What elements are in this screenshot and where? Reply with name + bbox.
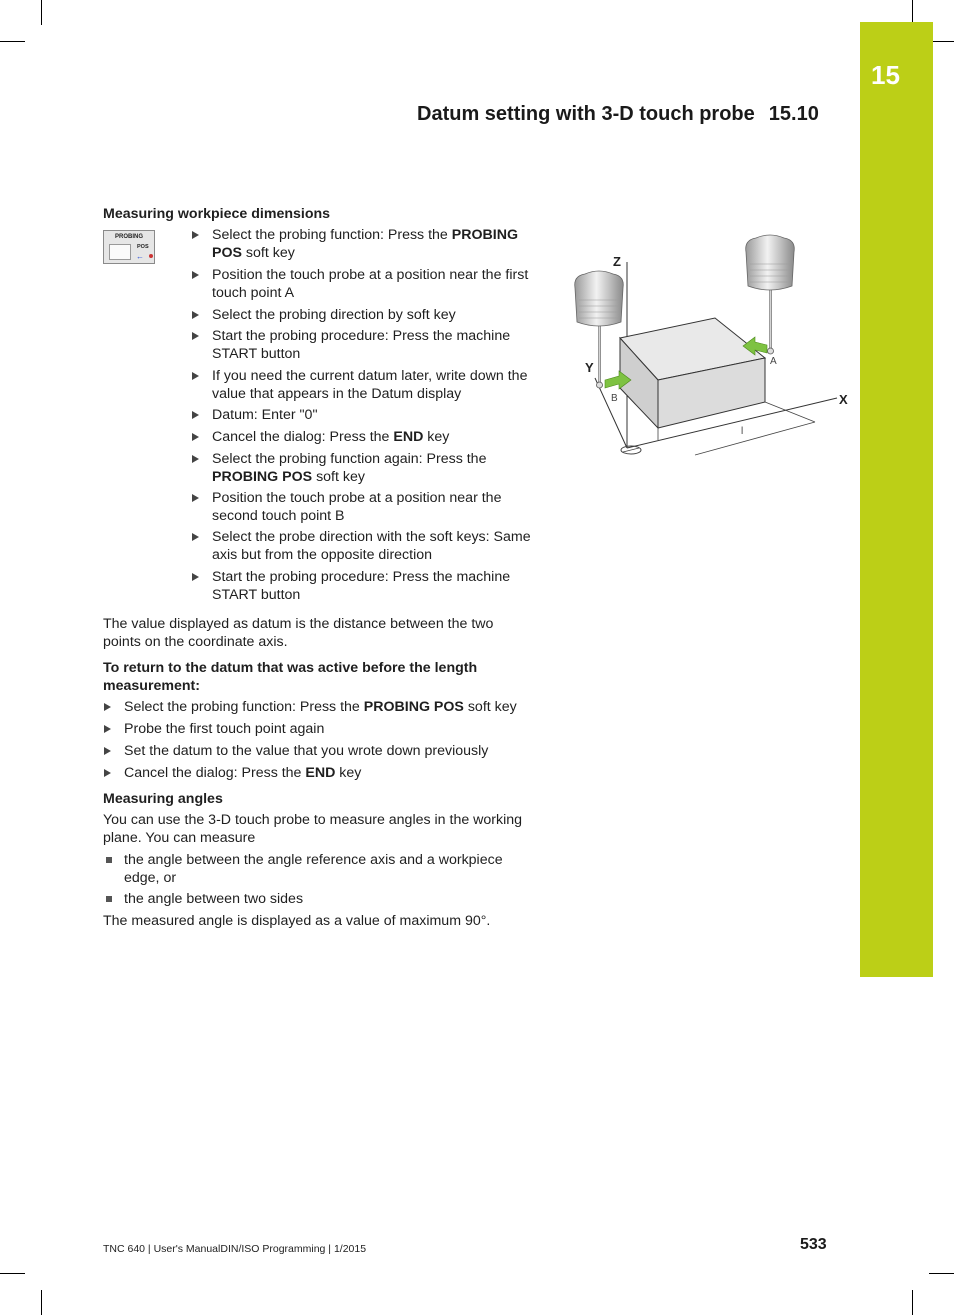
- step-text-part: Select the probing function: Press the: [212, 227, 452, 243]
- step-arrow-icon: [104, 703, 111, 711]
- crop-mark: [0, 41, 25, 42]
- section-heading-dimensions: Measuring workpiece dimensions: [103, 206, 331, 222]
- step-text-part: Cancel the dialog: Press the: [212, 429, 394, 445]
- crop-mark: [0, 1273, 25, 1274]
- axis-y-label: Y: [585, 360, 594, 375]
- step-text-part: Start the probing procedure: Press the machine START button: [212, 569, 511, 603]
- probe-dot-icon: [149, 254, 153, 258]
- dimension-line: [695, 422, 815, 455]
- step-text: [124, 699, 544, 717]
- point-a-label: A: [770, 356, 777, 367]
- step-arrow-icon: [104, 725, 111, 733]
- step-text-part: Select the probing function: Press the: [124, 699, 364, 715]
- page-number: 533: [800, 1236, 827, 1253]
- step-text: [212, 569, 542, 604]
- step-text: [212, 429, 542, 447]
- step-arrow-icon: [192, 231, 199, 239]
- key-name: END: [393, 429, 424, 445]
- crop-mark: [41, 0, 42, 25]
- bullet-icon: [106, 857, 112, 863]
- key-name: PROBING POS: [212, 227, 518, 261]
- header-title: Datum setting with 3-D touch probe: [417, 103, 755, 125]
- step-arrow-icon: [104, 747, 111, 755]
- step-text-part: Cancel the dialog: Press the: [124, 765, 306, 781]
- touch-probe-figure: [565, 230, 855, 470]
- probing-pos-softkey-icon: [103, 230, 155, 264]
- angles-outro: The measured angle is displayed as a value of maximum 90°.: [103, 913, 491, 929]
- probe-stylus: [769, 288, 772, 350]
- step-arrow-icon: [192, 573, 199, 581]
- step-arrow-icon: [192, 372, 199, 380]
- step-text: [212, 490, 542, 525]
- crop-mark: [41, 1290, 42, 1315]
- chapter-number: 15: [871, 60, 900, 90]
- step-text-part: Select the probe direction with the soft keys: Same axis but from the opposite direction: [212, 529, 531, 563]
- step-text: [212, 307, 542, 325]
- axis-z-label: Z: [613, 254, 621, 269]
- step-text-part: key: [335, 765, 362, 781]
- running-header: [417, 103, 819, 126]
- step-text: [124, 765, 544, 783]
- step-text: [212, 529, 542, 564]
- length-label: l: [741, 426, 744, 437]
- step-text: [212, 451, 542, 486]
- angles-intro: You can use the 3-D touch probe to measure angles in the working plane. You can measure: [103, 812, 523, 846]
- softkey-box: [109, 244, 131, 260]
- step-text-part: Position the touch probe at a position near the second touch point B: [212, 490, 502, 524]
- step-text-part: soft key: [241, 244, 295, 261]
- key-name: END: [305, 765, 336, 781]
- step-text-part: Select the probing direction by soft key: [212, 307, 456, 323]
- step-text-part: If you need the current datum later, write down the value that appears in the Datum display: [212, 368, 528, 402]
- softkey-sub: POS: [137, 244, 149, 250]
- crop-mark: [929, 1273, 954, 1274]
- step-arrow-icon: [192, 271, 199, 279]
- section-heading-angles: Measuring angles: [103, 791, 223, 807]
- crop-mark: [912, 1290, 913, 1315]
- probe-tip: [768, 348, 774, 354]
- angle-bullet: the angle between the angle reference axis and a workpiece edge, or: [124, 852, 503, 886]
- probe-stylus: [598, 322, 601, 384]
- key-name: PROBING POS: [212, 468, 313, 485]
- key-name: PROBING POS: [363, 699, 464, 715]
- step-text: [212, 267, 542, 302]
- datum-mark: [623, 448, 639, 452]
- step-text-part: Position the touch probe at a position near the first touch point A: [212, 267, 529, 301]
- step-text-part: Select the probing function again: Press the: [212, 451, 487, 467]
- point-b-label: B: [611, 393, 618, 404]
- step-text: [212, 227, 542, 262]
- step-arrow-icon: [192, 411, 199, 419]
- step-text-part: Datum: Enter "0": [212, 407, 318, 423]
- step-arrow-icon: [192, 533, 199, 541]
- step-arrow-icon: [192, 332, 199, 340]
- section-heading-return: To return to the datum that was active before the length measurement:: [103, 660, 478, 694]
- bullet-icon: [106, 896, 112, 902]
- page-footer: TNC 640 | User's ManualDIN/ISO Programming | 1/2015: [103, 1243, 367, 1255]
- step-text: [212, 328, 542, 363]
- softkey-label: PROBING: [114, 234, 143, 240]
- step-arrow-icon: [192, 433, 199, 441]
- step-text: [124, 743, 544, 761]
- step-text-part: Start the probing procedure: Press the machine START button: [212, 328, 511, 362]
- probe-tip: [597, 382, 603, 388]
- chapter-tab: [860, 22, 933, 977]
- step-text: [212, 407, 542, 425]
- step-text-part: soft key: [463, 699, 517, 715]
- angle-bullet: the angle between two sides: [124, 891, 304, 907]
- step-text: [212, 368, 542, 403]
- step-text: [124, 721, 544, 739]
- step-text-part: key: [423, 429, 450, 445]
- arrow-left-icon: ←: [136, 252, 144, 261]
- axis-x-label: X: [839, 392, 848, 407]
- result-paragraph: The value displayed as datum is the distance between the two points on the coordinate axis.: [103, 616, 494, 650]
- step-text-part: Set the datum to the value that you wrote down previously: [124, 743, 489, 759]
- header-section: 15.10: [768, 103, 819, 125]
- step-arrow-icon: [192, 311, 199, 319]
- step-arrow-icon: [104, 769, 111, 777]
- step-arrow-icon: [192, 455, 199, 463]
- step-text-part: Probe the first touch point again: [124, 721, 325, 737]
- step-text-part: soft key: [312, 468, 365, 485]
- step-arrow-icon: [192, 494, 199, 502]
